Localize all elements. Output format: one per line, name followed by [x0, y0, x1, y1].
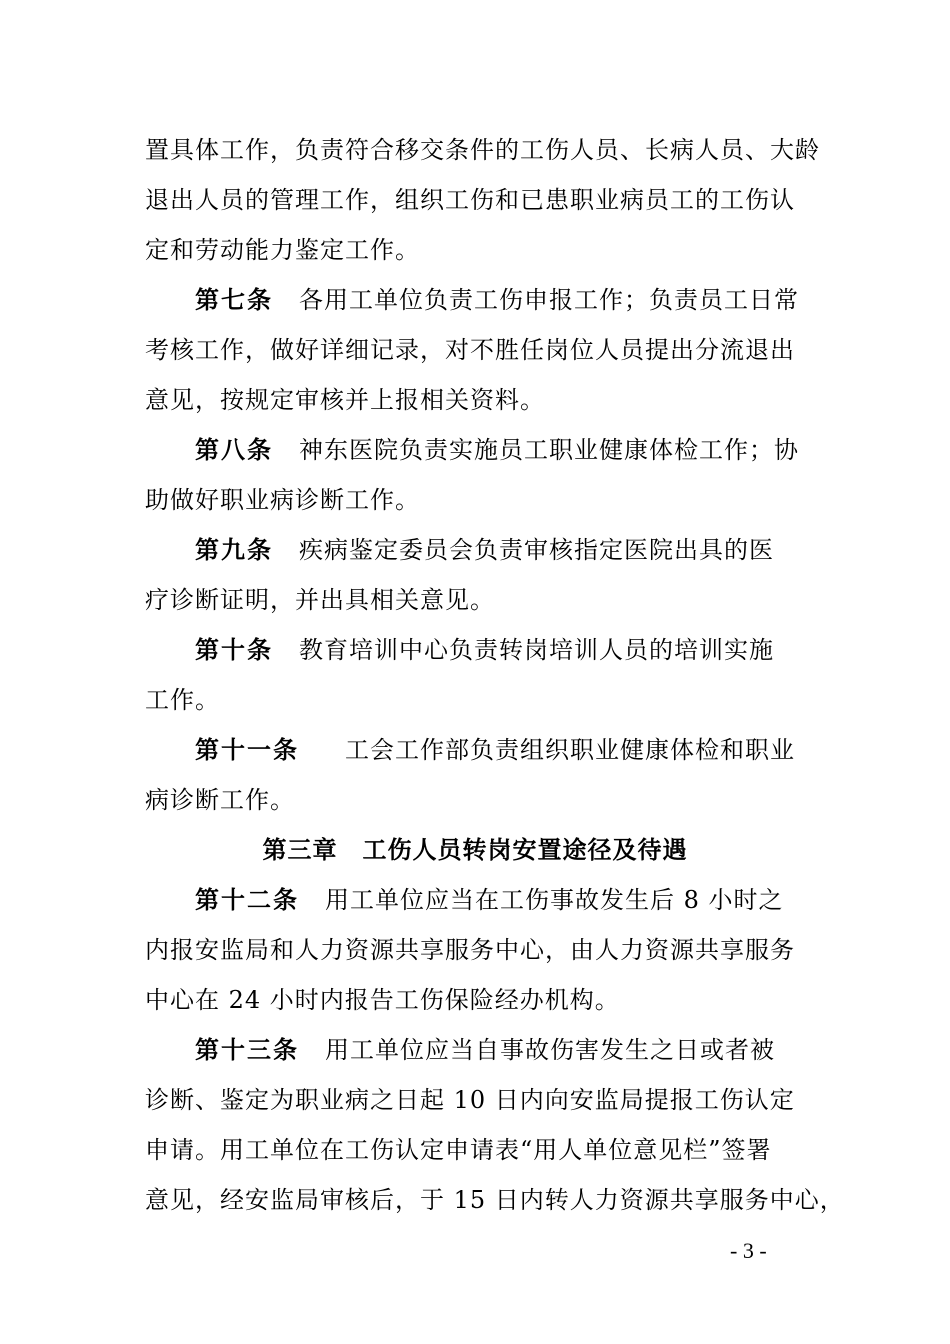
text-line: 意见，按规定审核并上报相关资料。	[145, 386, 545, 414]
text-line: 工作。	[145, 686, 220, 714]
article-label: 第十二条	[195, 886, 299, 914]
text-line: 考核工作，做好详细记录，对不胜任岗位人员提出分流退出	[145, 336, 795, 364]
article-10	[145, 625, 805, 675]
text-line: 诊断、鉴定为职业病之日起 10 日内向安监局提报工伤认定	[145, 1086, 795, 1114]
article-8	[145, 425, 805, 475]
article-9	[145, 525, 805, 575]
article-13	[145, 1025, 805, 1075]
article-text: 教育培训中心负责转岗培训人员的培训实施	[299, 636, 774, 664]
text-line: 申请。用工单位在工伤认定申请表“用人单位意见栏”签署	[145, 1136, 772, 1164]
text-line: 内报安监局和人力资源共享服务中心，由人力资源共享服务	[145, 936, 795, 964]
article-text: 疾病鉴定委员会负责审核指定医院出具的医	[299, 536, 774, 564]
article-12	[145, 875, 805, 925]
article-7	[145, 275, 805, 325]
article-label: 第十条	[195, 636, 273, 664]
text-line: 意见，经安监局审核后，于 15 日内转人力资源共享服务中心，	[145, 1186, 845, 1214]
article-text: 各用工单位负责工伤申报工作；负责员工日常	[299, 286, 799, 314]
article-text: 用工单位应当在工伤事故发生后 8 小时之	[325, 886, 784, 914]
article-label: 第十一条	[195, 736, 299, 764]
text-line: 置具体工作，负责符合移交条件的工伤人员、长病人员、大龄	[145, 136, 820, 164]
text-line: 疗诊断证明，并出具相关意见。	[145, 586, 495, 614]
chapter-heading: 第三章 工伤人员转岗安置途径及待遇	[262, 836, 688, 864]
text-line: 病诊断工作。	[145, 786, 295, 814]
article-text: 工会工作部负责组织职业健康体检和职业	[345, 736, 795, 764]
article-11	[145, 725, 805, 775]
article-text: 用工单位应当自事故伤害发生之日或者被	[325, 1036, 775, 1064]
article-label: 第七条	[195, 286, 273, 314]
article-label: 第八条	[195, 436, 273, 464]
article-text: 神东医院负责实施员工职业健康体检工作；协	[299, 436, 799, 464]
article-label: 第十三条	[195, 1036, 299, 1064]
document-body	[145, 125, 845, 1225]
text-line: 退出人员的管理工作，组织工伤和已患职业病员工的工伤认	[145, 186, 795, 214]
text-line: 中心在 24 小时内报告工伤保险经办机构。	[145, 986, 620, 1014]
text-line: 定和劳动能力鉴定工作。	[145, 236, 420, 264]
page-number: - 3 -	[730, 1238, 767, 1263]
article-label: 第九条	[195, 536, 273, 564]
text-line: 助做好职业病诊断工作。	[145, 486, 420, 514]
